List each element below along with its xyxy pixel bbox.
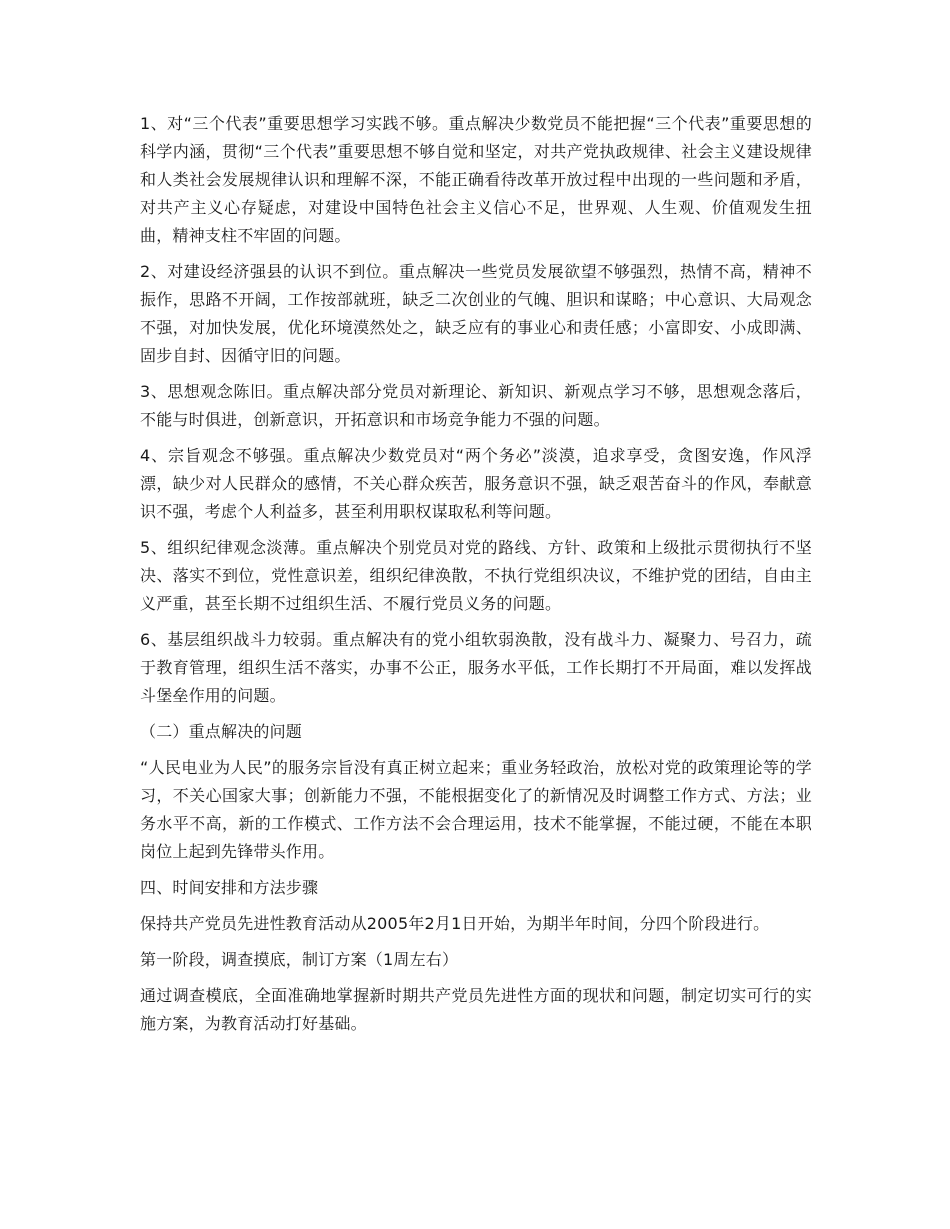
paragraph-1: 1、对“三个代表”重要思想学习实践不够。重点解决少数党员不能把握“三个代表”重要思想的科学内涵，贯彻“三个代表”重要思想不够自觉和坚定，对共产党执政规律、社会主义建设规律和人类社会发展规律认识和理解不深，不能正确看待改革开放过程中出现的一些问题和矛盾，对共产主义心存疑虑，对建设中国特色社会主义信心不足，世界观、人生观、价值观发生扭曲，精神支柱不牢固的问题。: [140, 114, 812, 245]
section-heading-phase-one: 第一阶段，调查摸底，制订方案（1周左右）: [140, 950, 459, 969]
paragraph-4: 4、宗旨观念不够强。重点解决少数党员对“两个务必”淡漠，追求享受，贪图安逸，作风浮漂，缺少对人民群众的感情，不关心群众疾苦，服务意识不强，缺乏艰苦奋斗的作风，奉献意识不强，考虑个人利益多，甚至利用职权谋取私利等问题。: [140, 446, 812, 521]
section-heading-schedule: 四、时间安排和方法步骤: [140, 878, 319, 897]
paragraph-key-problems: “人民电业为人民”的服务宗旨没有真正树立起来；重业务轻政治，放松对党的政策理论等的学习，不关心国家大事；创新能力不强，不能根据变化了的新情况及时调整工作方式、方法；业务水平不高，新的工作模式、工作方法不会合理运用，技术不能掌握，不能过硬，不能在本职岗位上起到先锋带头作用。: [140, 758, 812, 861]
paragraph-2: 2、对建设经济强县的认识不到位。重点解决一些党员发展欲望不够强烈，热情不高，精神不振作，思路不开阔，工作按部就班，缺乏二次创业的气魄、胆识和谋略；中心意识、大局观念不强，对加快发展，优化环境漠然处之，缺乏应有的事业心和责任感；小富即安、小成即满、固步自封、因循守旧的问题。: [140, 262, 812, 365]
section-heading-key-problems: （二）重点解决的问题: [140, 722, 303, 741]
paragraph-3: 3、思想观念陈旧。重点解决部分党员对新理论、新知识、新观点学习不够，思想观念落后，不能与时俱进，创新意识，开拓意识和市场竞争能力不强的问题。: [140, 382, 812, 429]
paragraph-6: 6、基层组织战斗力较弱。重点解决有的党小组软弱涣散，没有战斗力、凝聚力、号召力，疏于教育管理，组织生活不落实，办事不公正，服务水平低，工作长期打不开局面，难以发挥战斗堡垒作用的问题。: [140, 630, 812, 705]
paragraph-phase-one: 通过调查模底，全面准确地掌握新时期共产党员先进性方面的现状和问题，制定切实可行的实施方案，为教育活动打好基础。: [140, 986, 812, 1033]
paragraph-schedule: 保持共产党员先进性教育活动从2005年2月1日开始，为期半年时间，分四个阶段进行。: [140, 914, 770, 933]
paragraph-5: 5、组织纪律观念淡薄。重点解决个别党员对党的路线、方针、政策和上级批示贯彻执行不坚决、落实不到位，党性意识差，组织纪律涣散，不执行党组织决议，不维护党的团结，自由主义严重，甚至长期不过组织生活、不履行党员义务的问题。: [140, 538, 812, 613]
document-body: [140, 110, 812, 1046]
